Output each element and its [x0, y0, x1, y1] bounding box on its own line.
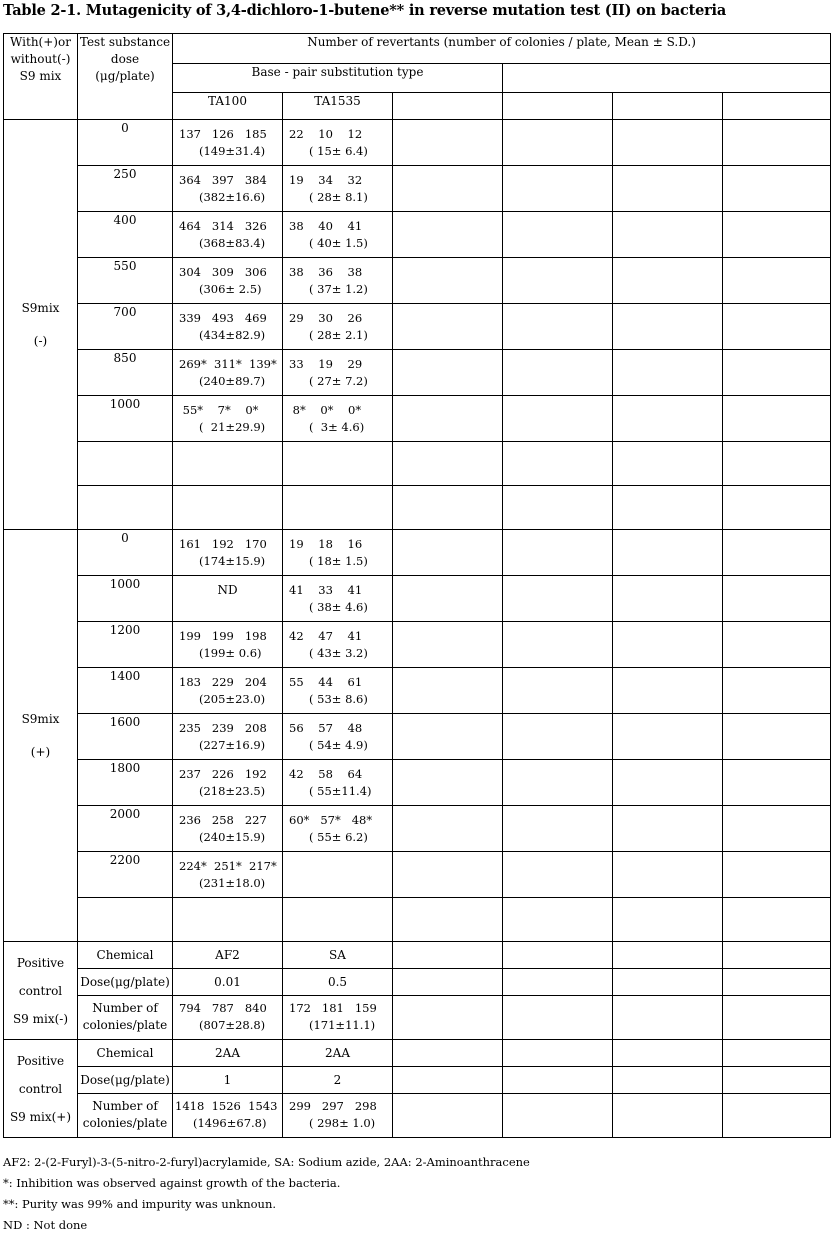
- ta100-cell: 237 226 192 (218±23.5): [173, 760, 283, 806]
- ta1535-cell: 172 181 159 (171±11.1): [283, 996, 393, 1040]
- dose-header-line: (μg/plate): [95, 69, 155, 83]
- dose-cell: 1800: [78, 760, 173, 806]
- dose-cell: 850: [78, 350, 173, 396]
- ta1535-cell: [283, 852, 393, 898]
- pos-label-line: control: [18, 983, 63, 998]
- s9-header-line: With(+)or: [10, 35, 71, 49]
- ta1535-cell: 19 18 16 ( 18± 1.5): [283, 530, 393, 576]
- ta100-dose: 0.01: [173, 969, 283, 996]
- s9-header: [4, 34, 78, 120]
- ta100-cell: 224* 251* 217* (231±18.0): [173, 852, 283, 898]
- pos-label-line: S9 mix(-): [12, 1011, 69, 1026]
- dose-cell: 1400: [78, 668, 173, 714]
- ta100-cell: 183 229 204 (205±23.0): [173, 668, 283, 714]
- ta100-chemical: 2AA: [173, 1040, 283, 1067]
- bps-type-header: Base - pair substitution type: [173, 64, 503, 93]
- s9-plus-label: [4, 530, 78, 942]
- ta1535-cell: 299 297 298 ( 298± 1.0): [283, 1094, 393, 1138]
- chemical-label: Chemical: [78, 942, 173, 969]
- s9-label-line: (-): [33, 333, 48, 348]
- s9-header-line: without(-): [10, 52, 71, 66]
- pos-plus-label: [4, 1040, 78, 1138]
- ta1535-cell: 42 47 41 ( 43± 3.2): [283, 622, 393, 668]
- ta100-cell: 55* 7* 0* ( 21±29.9): [173, 396, 283, 442]
- strain-ta100-header: TA100: [173, 93, 283, 120]
- dose-cell: 0: [78, 530, 173, 576]
- chemical-label: Chemical: [78, 1040, 173, 1067]
- pos-label-line: Positive: [16, 955, 65, 970]
- ta1535-cell: 38 36 38 ( 37± 1.2): [283, 258, 393, 304]
- dose-cell: 1200: [78, 622, 173, 668]
- pos-minus-label: [4, 942, 78, 1040]
- dose-cell: 400: [78, 212, 173, 258]
- s9-label-line: S9mix: [21, 711, 60, 726]
- ta1535-cell: 19 34 32 ( 28± 8.1): [283, 166, 393, 212]
- ta1535-cell: 22 10 12 ( 15± 6.4): [283, 120, 393, 166]
- dose-header: [78, 34, 173, 120]
- table-title: Table 2-1. Mutagenicity of 3,4-dichloro-1-butene** in reverse mutation test (II) on bacteria: [3, 2, 727, 19]
- revertants-header: Number of revertants (number of colonies / plate, Mean ± S.D.): [173, 34, 831, 64]
- dose-cell: 2200: [78, 852, 173, 898]
- dose-cell: 2000: [78, 806, 173, 852]
- ta100-cell: 794 787 840 (807±28.8): [173, 996, 283, 1040]
- strain-ta1535-header: TA1535: [283, 93, 393, 120]
- ta100-cell: 199 199 198 (199± 0.6): [173, 622, 283, 668]
- dose-cell: 550: [78, 258, 173, 304]
- ta100-cell: 1418 1526 1543 (1496±67.8): [173, 1094, 283, 1138]
- footnote: AF2: 2-(2-Furyl)-3-(5-nitro-2-furyl)acrylamide, SA: Sodium azide, 2AA: 2-Aminoanthracene: [3, 1155, 530, 1169]
- ta100-dose: 1: [173, 1067, 283, 1094]
- ta1535-cell: 42 58 64 ( 55±11.4): [283, 760, 393, 806]
- dose-label: Dose(μg/plate): [78, 969, 173, 996]
- ta100-cell: 235 239 208 (227±16.9): [173, 714, 283, 760]
- dose-header-line: Test substance: [79, 35, 171, 49]
- ta1535-cell: 56 57 48 ( 54± 4.9): [283, 714, 393, 760]
- ta100-cell: 339 493 469 (434±82.9): [173, 304, 283, 350]
- ta1535-cell: 60* 57* 48* ( 55± 6.2): [283, 806, 393, 852]
- pos-label-line: control: [18, 1081, 63, 1096]
- s9-minus-label: [4, 120, 78, 530]
- ta100-cell: 137 126 185 (149±31.4): [173, 120, 283, 166]
- ta1535-cell: 29 30 26 ( 28± 2.1): [283, 304, 393, 350]
- mutagenicity-table: [3, 33, 831, 1138]
- pos-label-line: S9 mix(+): [9, 1109, 72, 1124]
- ta100-cell: 304 309 306 (306± 2.5): [173, 258, 283, 304]
- footnote: **: Purity was 99% and impurity was unknoun.: [3, 1197, 277, 1211]
- ta100-cell: 364 397 384 (382±16.6): [173, 166, 283, 212]
- ta100-cell: ND: [173, 576, 283, 622]
- ta100-cell: 236 258 227 (240±15.9): [173, 806, 283, 852]
- number-label: Number of colonies/plate: [78, 996, 173, 1040]
- dose-cell: 1000: [78, 396, 173, 442]
- ta100-chemical: AF2: [173, 942, 283, 969]
- ta100-cell: 464 314 326 (368±83.4): [173, 212, 283, 258]
- s9-label-line: S9mix: [21, 300, 60, 315]
- ta100-cell: 161 192 170 (174±15.9): [173, 530, 283, 576]
- dose-cell: 250: [78, 166, 173, 212]
- ta1535-dose: 0.5: [283, 969, 393, 996]
- ta100-cell: 269* 311* 139* (240±89.7): [173, 350, 283, 396]
- ta1535-cell: 8* 0* 0* ( 3± 4.6): [283, 396, 393, 442]
- dose-cell: 1000: [78, 576, 173, 622]
- ta1535-chemical: 2AA: [283, 1040, 393, 1067]
- footnote: ND : Not done: [3, 1218, 88, 1232]
- dose-cell: 700: [78, 304, 173, 350]
- number-label: Number of colonies/plate: [78, 1094, 173, 1138]
- ta1535-cell: 33 19 29 ( 27± 7.2): [283, 350, 393, 396]
- dose-header-line: dose: [110, 52, 140, 66]
- dose-cell: 0: [78, 120, 173, 166]
- pos-label-line: Positive: [16, 1053, 65, 1068]
- footnotes: [3, 1152, 530, 1236]
- s9-label-line: (+): [30, 744, 51, 759]
- ta1535-cell: 38 40 41 ( 40± 1.5): [283, 212, 393, 258]
- ta1535-dose: 2: [283, 1067, 393, 1094]
- ta1535-chemical: SA: [283, 942, 393, 969]
- footnote: *: Inhibition was observed against growth of the bacteria.: [3, 1176, 341, 1190]
- dose-cell: 1600: [78, 714, 173, 760]
- ta1535-cell: 55 44 61 ( 53± 8.6): [283, 668, 393, 714]
- dose-label: Dose(μg/plate): [78, 1067, 173, 1094]
- s9-header-line: S9 mix: [19, 69, 62, 83]
- ta1535-cell: 41 33 41 ( 38± 4.6): [283, 576, 393, 622]
